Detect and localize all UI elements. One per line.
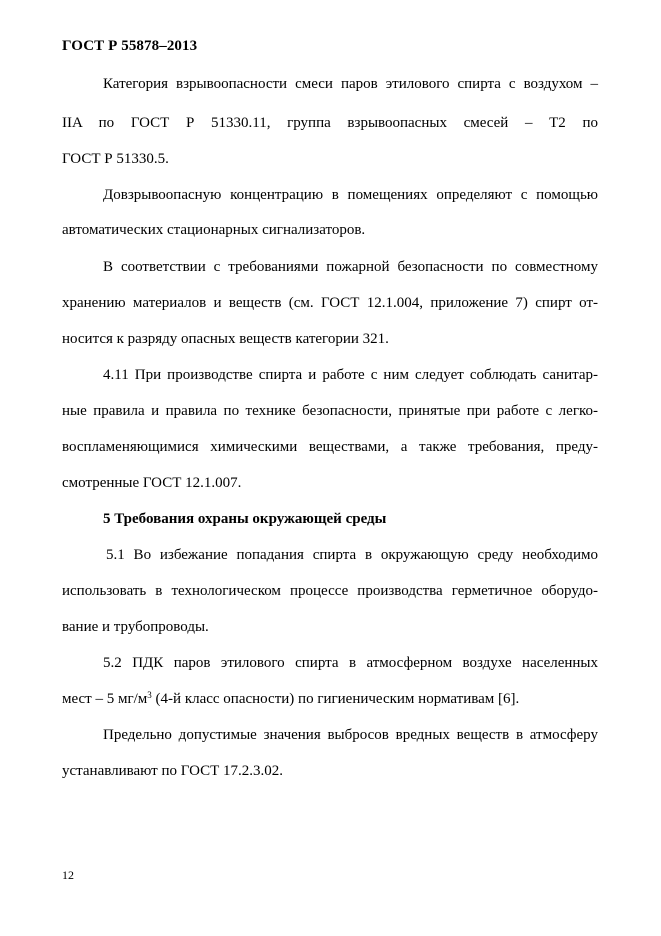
- text-line: 5.2 ПДК паров этилового спирта в атмосферном воздухе населенных: [103, 655, 598, 671]
- text-line: автоматических стационарных сигнализаторов.: [62, 222, 366, 238]
- text-line: воспламеняющимися химическими веществами, а также требования, преду-: [62, 439, 598, 455]
- text-line: 5.1 Во избежание попадания спирта в окружающую среду необходимо: [106, 547, 598, 563]
- text-line: ные правила и правила по технике безопасности, принятые при работе с легко-: [62, 403, 598, 419]
- text-line: В соответствии с требованиями пожарной безопасности по совместному: [103, 259, 598, 275]
- text-line: устанавливают по ГОСТ 17.2.3.02.: [62, 763, 284, 779]
- text-line: использовать в технологическом процессе производства герметичное оборудо-: [62, 583, 598, 599]
- page-number: 12: [62, 868, 74, 882]
- text-line: ГОСТ Р 51330.5.: [62, 151, 169, 167]
- pdk-value-line: [62, 689, 598, 709]
- text-line: 4.11 При производстве спирта и работе с ним следует соблюдать санитар-: [103, 367, 598, 383]
- text-line: Довзрывоопасную концентрацию в помещениях определяют с помощью: [103, 187, 598, 203]
- pdk-text-after: (4-й класс опасности) по гигиеническим нормативам [6].: [151, 691, 520, 707]
- pdk-text-before: мест – 5 мг/м: [62, 691, 148, 707]
- text-line: смотренные ГОСТ 12.1.007.: [62, 475, 242, 491]
- unit-superscript: 3: [147, 690, 152, 700]
- document-header: ГОСТ Р 55878–2013: [62, 38, 198, 54]
- text-line: Предельно допустимые значения выбросов вредных веществ в атмосферу: [103, 727, 598, 743]
- text-line: вание и трубопроводы.: [62, 619, 209, 635]
- section-heading: 5 Требования охраны окружающей среды: [103, 511, 387, 527]
- text-line: IIA по ГОСТ Р 51330.11, группа взрывоопасных смесей – T2 по: [62, 115, 598, 131]
- text-line: хранению материалов и веществ (см. ГОСТ 12.1.004, приложение 7) спирт от-: [62, 295, 598, 311]
- text-line: носится к разряду опасных веществ категории 321.: [62, 331, 389, 347]
- text-line: Категория взрывоопасности смеси паров этилового спирта с воздухом –: [103, 76, 598, 92]
